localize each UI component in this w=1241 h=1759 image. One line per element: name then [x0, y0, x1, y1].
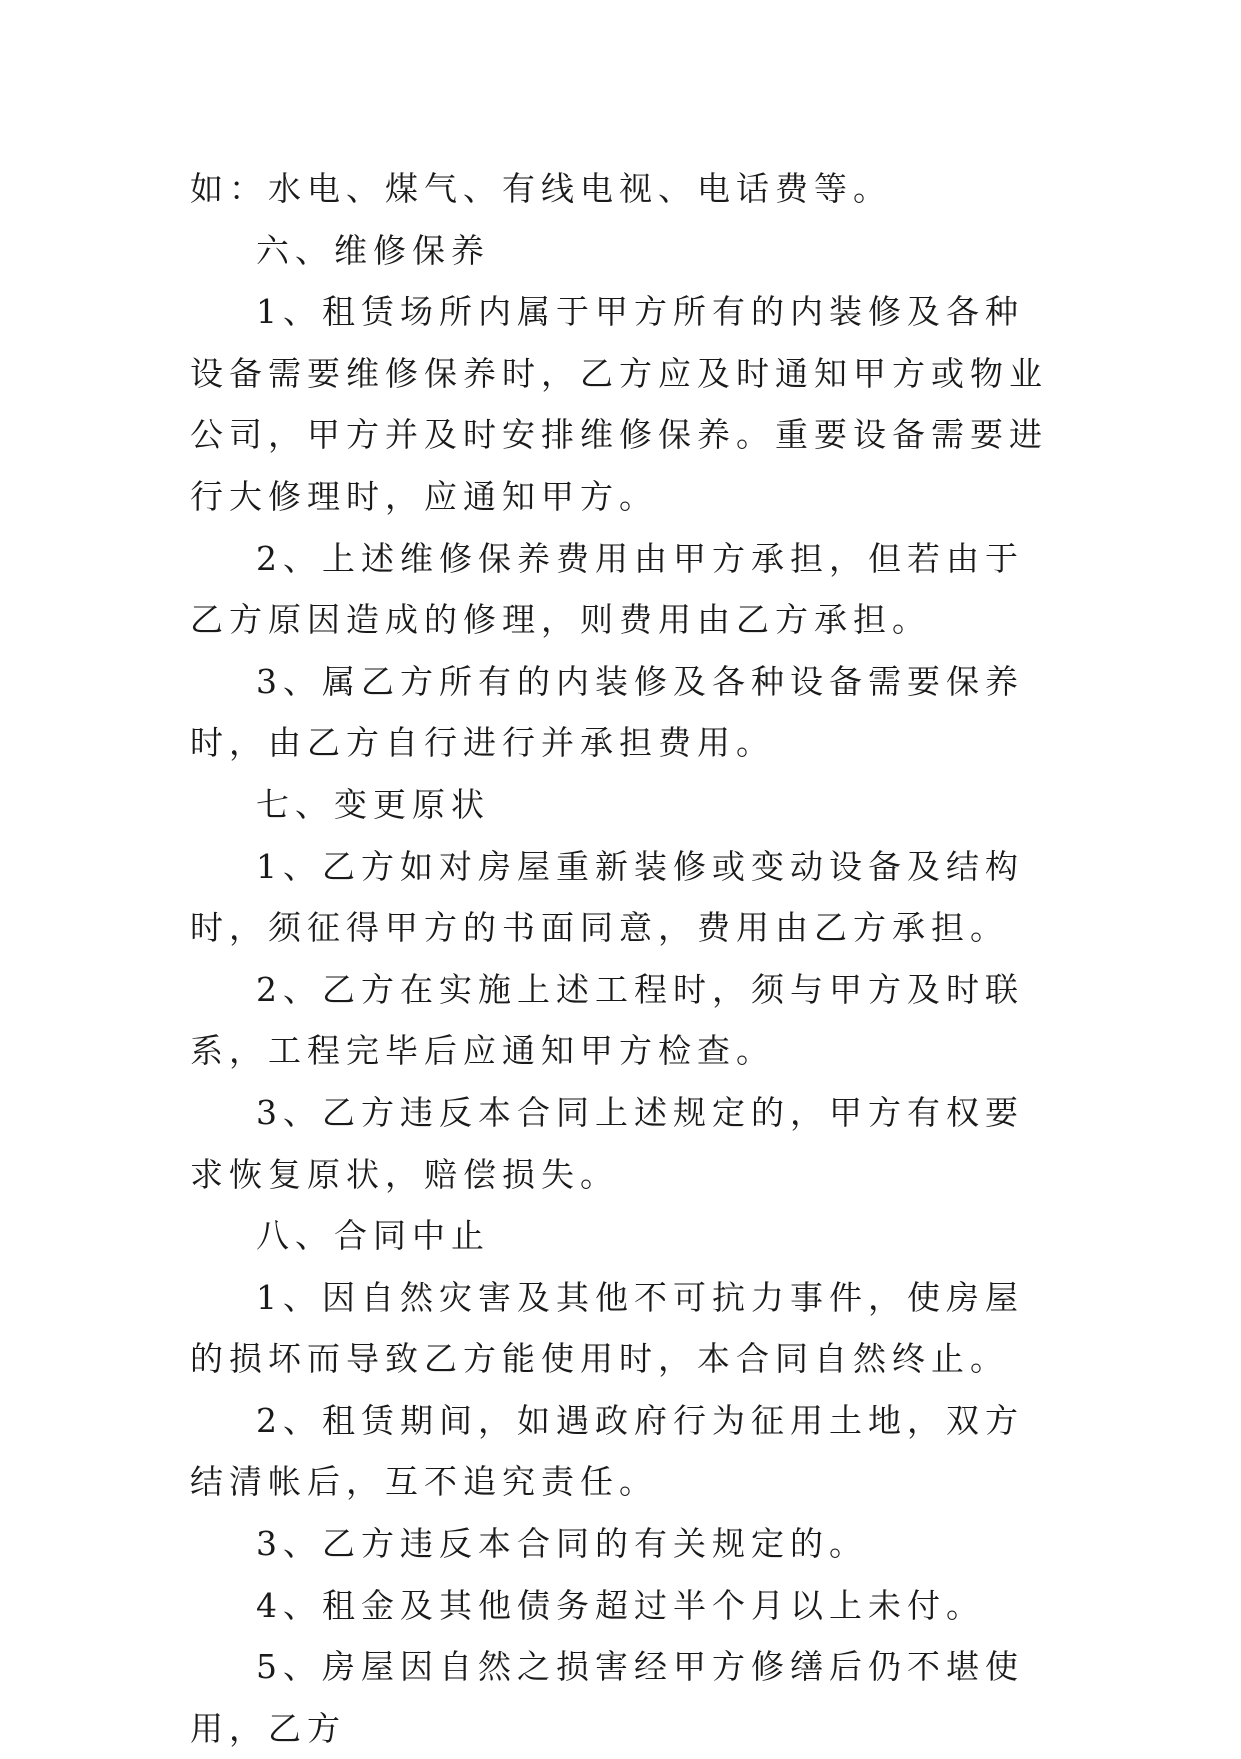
clause-paragraph: 2、上述维修保养费用由甲方承担，但若由于乙方原因造成的修理，则费用由乙方承担。 [190, 538, 1024, 640]
clause-paragraph: 5、房屋因自然之损害经甲方修缮后仍不堪使用，乙方 [190, 1647, 1024, 1748]
clause-paragraph: 2、乙方在实施上述工程时，须与甲方及时联系，工程完毕后应通知甲方检查。 [190, 969, 1024, 1071]
document-body [190, 158, 1060, 1759]
clause-paragraph: 1、租赁场所内属于甲方所有的内装修及各种设备需要维修保养时，乙方应及时通知甲方或物业公司，甲方并及时安排维修保养。重要设备需要进行大修理时，应通知甲方。 [190, 292, 1048, 516]
section-heading-termination: 八、合同中止 [256, 1216, 490, 1256]
clause-paragraph: 3、属乙方所有的内装修及各种设备需要保养时，由乙方自行进行并承担费用。 [190, 661, 1024, 763]
paragraph-continuation: 如：水电、煤气、有线电视、电话费等。 [190, 169, 892, 208]
clause-paragraph: 1、乙方如对房屋重新装修或变动设备及结构时，须征得甲方的书面同意，费用由乙方承担。 [190, 846, 1024, 948]
clause-paragraph: 1、因自然灾害及其他不可抗力事件，使房屋的损坏而导致乙方能使用时，本合同自然终止。 [190, 1277, 1024, 1379]
clause-paragraph: 3、乙方违反本合同的有关规定的。 [256, 1524, 868, 1564]
clause-paragraph: 2、租赁期间，如遇政府行为征用土地，双方结清帐后，互不追究责任。 [190, 1400, 1024, 1502]
clause-paragraph: 4、租金及其他债务超过半个月以上未付。 [256, 1585, 985, 1625]
section-heading-maintenance: 六、维修保养 [256, 230, 490, 270]
clause-paragraph: 3、乙方违反本合同上述规定的，甲方有权要求恢复原状，赔偿损失。 [190, 1092, 1024, 1194]
section-heading-alteration: 七、变更原状 [256, 784, 490, 824]
